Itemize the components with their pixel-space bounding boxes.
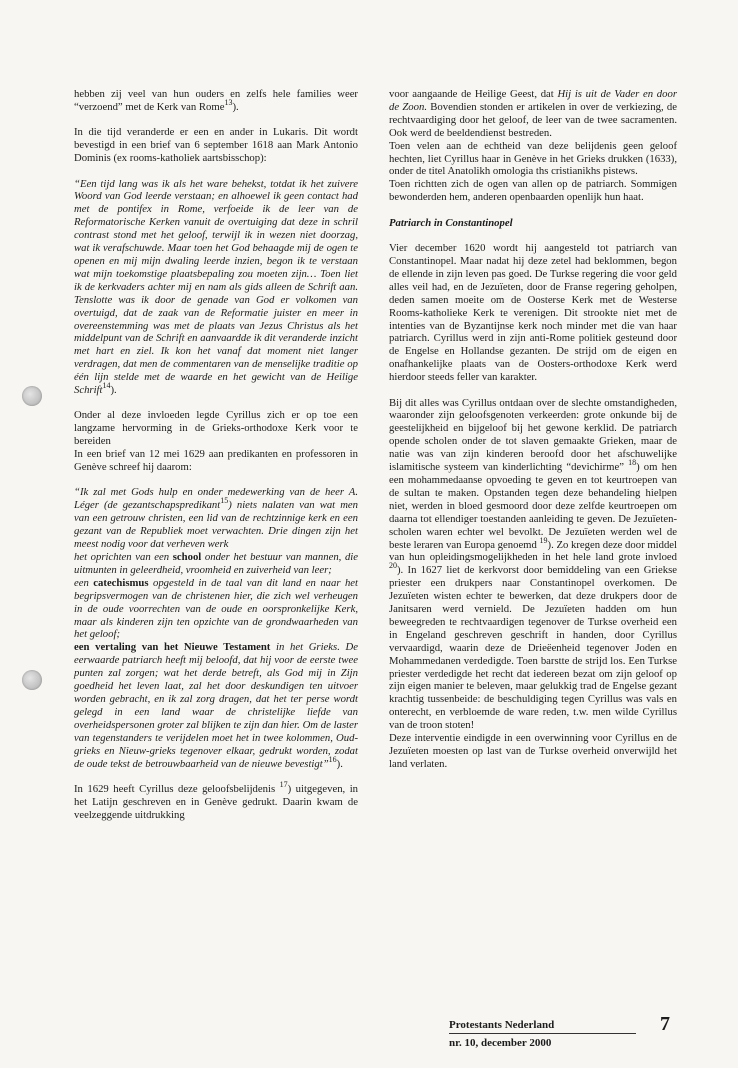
punch-hole-icon — [22, 386, 42, 406]
footnote-ref: 14 — [102, 381, 111, 391]
quote-item: een vertaling van het Nieuwe Testament in het Grieks. De eerwaarde patriarch heeft mij beloofd, dat hij voor de eerste twee punten zal zorgen; wat het derde betreft, als God mij in Zijn goedheid het leven laat, zal het door deskundigen ten uitvoer worden gebracht, en ik zal zorg dragen, dat het ter perse wordt gelegd in een land waar de christelijke liefde van overheidspersonen groter zal blijken te zijn dan hier. Om de laster van tegenstanders te verijdelen moet het in twee kolommen, Oud-grieks en Nieuw-grieks tegenover elkaar, gedrukt worden, zodat de oude tekst de betrouwbaarheid van de nieuwe bevestigt”$^{16}$). — [74, 641, 359, 770]
paragraph: In een brief van 12 mei 1629 aan predikanten en professoren in Genève schreef hij daarom: — [74, 448, 358, 474]
section-heading: Patriarch in Constantinopel — [389, 216, 513, 229]
footnote-ref: 15 — [220, 496, 229, 506]
publication-title: Protestants Nederland — [449, 1019, 555, 1031]
footnote-ref: 19 — [539, 535, 548, 545]
left-column — [74, 88, 358, 834]
issue-label: nr. 10, december 2000 — [449, 1037, 552, 1049]
footnote-ref: 20 — [389, 561, 397, 571]
paragraph: hebben zij veel van hun ouders en zelfs hele families weer “verzoend” met de Kerk van Rome$^{13}$). — [74, 88, 358, 113]
paragraph: Toen velen aan de echtheid van deze belijdenis geen geloof hechten, liet Cyrillus haar in Genève in het Grieks drukken (1633), onder de titel Anatolikh omologia ths cristianikhs pistews. — [389, 139, 677, 178]
footnote-ref: 17 — [279, 779, 288, 789]
paragraph: Onder al deze invloeden legde Cyrillus zich er op toe een langzame hervorming in de Grieks-orthodoxe Kerk voor te bereiden — [74, 409, 358, 448]
paragraph: Deze interventie eindigde in een overwinning voor Cyrillus en de Jezuïeten moesten op last van de Turkse overheid onverwijld het land verlaten. — [389, 732, 677, 770]
paragraph: Vier december 1620 wordt hij aangesteld tot patriarch van Constantinopel. Maar nadat hij deze zetel had beklommen, begon de ellende in zijn leven pas goed. De Turkse regering die voor geld alles veil had, en de Jezuïeten, door de Franse regering geholpen, deden samen moeite om de Oosterse Kerk met de Westerse Rooms-katholieke Kerk te verenigen. Dit strookte niet met de intenties van de Byzantijnse kerk noch minder met die van haar patriarch. Cyrillus werd in zijn anti-Rome politiek gesteund door de Engelse en Hollandse gezanten. De strijd om de eigen en onafhankelijke plaats van de Oosters-orthodoxe Kerk werd hierdoor steeds feller van karakter. — [389, 242, 677, 384]
quote-item: het oprichten van een school onder het bestuur van mannen, die uitmunten in geleerdheid, vroomheid en zuiverheid van leer; — [74, 551, 359, 576]
footnote-ref: 16 — [328, 754, 337, 764]
footer-divider — [449, 1033, 636, 1034]
page-number: 7 — [660, 1013, 670, 1035]
footnote-ref: 18 — [628, 458, 637, 468]
paragraph: voor aangaande de Heilige Geest, dat Hij is uit de Vader en door de Zoon. Bovendien stonden er artikelen in over de verkiezing, de rechtvaardiging door het geloof, de leer van de twee sacramenten. Ook werd de beeldendienst bestreden. — [389, 88, 678, 139]
paragraph: Bij dit alles was Cyrillus ontdaan over de slechte omstandigheden, waaronder zijn geloofsgenoten verkeerden: grote onkunde bij de geestelijkheid en bijgeloof bij het gewone kerklid. De patriarch opende scholen onder de tot slaven gemaakte Grieken, maar de natie was van zijn kinderen beroofd door het afschuwelijke islamitische systeem van kinderlichting “devichirme” $^{18}$) om hen een mohammedaanse opvoeding te geven en tot keurtroepen van de sultan te maken. Opstanden tegen deze behandeling hielpen niet, werden in bloed gesmoord door deze zelfde keurtroepen om daarna tot ellendiger toestanden aanleiding te geven. De Jezuïeten-scholen waren echter wel bevolkt. De Jezuïeten werden wel de beste leraren van Europa genoemd $^{19}$). Zo kregen deze door middel van hun opleidingsmogelijkheden in het hele land grote invloed $^{20}$). In 1627 liet de kerkvorst door bemiddeling van een Griekse priester een drukpers naar Constantinopel overkomen. De Jezuïeten wisten echter te bewerken, dat deze drukpers door de Janitsaren werd vernield. De Jezuïeten hadden om hun beweegreden te rechtvaardigen tegenover de Turkse overheid een in Engeland geschreven geschrift in handen, door Cyrillus vervaardigd, waarin deze de Drieëenheid tegenover Joden en Mohammedanen verdedigde. Toen barstte de strijd los. Een Turkse priester verdedigde het recht dat iedereen bezat om zijn geloof op zijn eigen manier te beleven, maar gelukkig trad de Engelse gezant krachtig tussenbeide: de beschuldiging tegen Cyrillus was vals en onterecht, en verbloemde de ware reden, t.w. men wilde Cyrillus van de troon stoten! — [389, 396, 677, 732]
paragraph: Toen richtten zich de ogen van allen op de patriarch. Sommigen bewonderden hem, anderen openbaarden openlijk hun haat. — [389, 178, 677, 204]
quote: “Ik zal met Gods hulp en onder medewerking van de heer A. Léger (de gezantschapspredikant$^{15}$) niets nalaten van wat men van een getrouw christen, een lid van de rechtzinnige kerk en een gezant van de Republiek moet verwachten. Drie dingen zijn het meest nodig voor dat verheven werk — [74, 486, 358, 551]
paragraph: In 1629 heeft Cyrillus deze geloofsbelijdenis $^{17}$) uitgegeven, in het Latijn geschreven en in Genève gedrukt. Daarin kwam de veelzeggende uitdrukking — [74, 779, 359, 821]
right-column — [389, 88, 677, 771]
footnote-ref: 13 — [224, 97, 233, 107]
paragraph: In die tijd veranderde er een en ander in Lukaris. Dit wordt bevestigd in een brief van 6 september 1618 aan Mark Antonio Dominis (ex rooms-katholiek aartsbisschop): — [74, 126, 358, 165]
quote-item: een catechismus opgesteld in de taal van dit land en naar het begripsvermogen van de christenen hier, die zich wel verheugen in de oude voorrechten van de oude en oorspronkelijke Kerk, maar als kinderen zijn ten opzichte van de grondwaarheden van het geloof; — [74, 576, 359, 641]
quote: “Een tijd lang was ik als het ware behekst, totdat ik het zuivere Woord van God leerde verstaan; en alhoewel ik geen contact had met de pontifex in Rome, verfoeide ik de leer van de Reformatorische Kerken vanuit de overtuiging dat deze in schril contrast stond met het geloof, terwijl ik in wezen niet doorzag, wat ik verafschuwde. Maar toen het God behaagde mij de ogen te openen en mij mijn dwaling leerde inzien, begon ik te verstaan wat mijn toekomstige plaatsbepaling zou moeten zijn… Toen liet ik de kerkvaders achter mij en nam als gids alleen de Schrift aan. Tenslotte was ik door de genade van God er volkomen van overtuigd, dat de zaak van de Reformatie juister en meer in overeenstemming was met de plaats van Jezus Christus als het middelpunt van de Schrift en aanvaardde ik dit veranderde inzicht met hart en ziel. Ik kon het vanaf dat moment niet langer verdragen, dat men de commentaren van de menselijke traditie op één lijn stelde met de waarde en het gewicht van de Heilige Schrift$^{14}$). — [74, 177, 358, 397]
punch-hole-icon — [22, 670, 42, 690]
